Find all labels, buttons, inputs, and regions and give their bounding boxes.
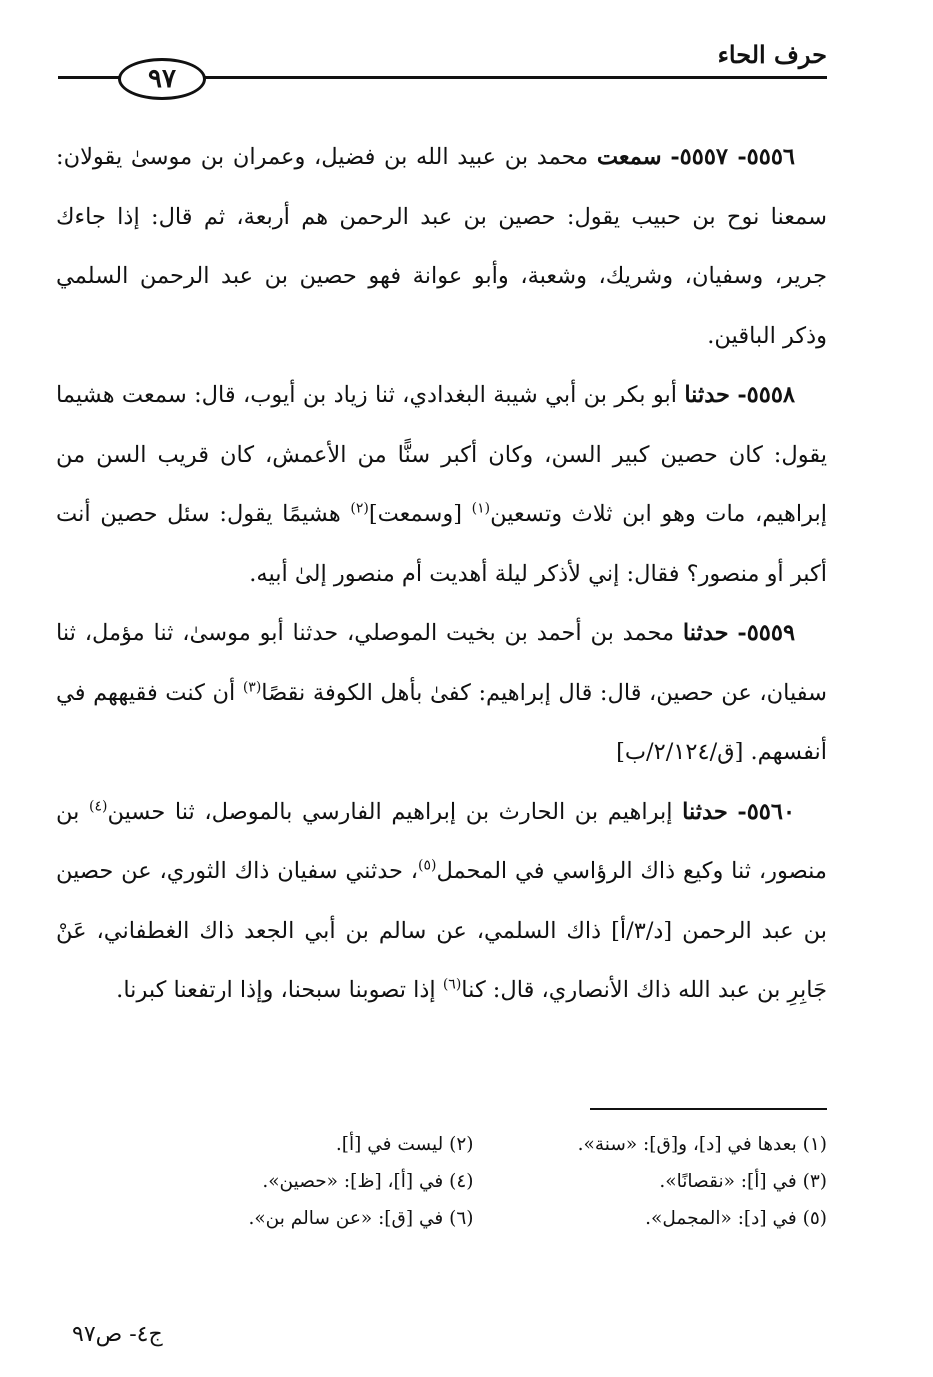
footnote-5: (٥) في [د]: «المجمل». (645, 1208, 827, 1229)
footnotes (150, 1126, 827, 1237)
entry-text: هشيمًا يقول: سئل حصين أنت أكبر أو منصور؟ فقال: إني لأذكر ليلة أهديت أم منصور إلىٰ أبيه. (56, 501, 827, 587)
running-header-title: حرف الحاء (717, 40, 827, 69)
entry-5559 (56, 604, 827, 783)
entry-lead-word: سمعت (596, 144, 662, 170)
entry-text: محمد بن عبيد الله بن فضيل، وعمران بن موسىٰ يقولان: سمعنا نوح بن حبيب يقول: حصين بن عبد الرحمن هم أربعة، ثم قال: إذا جاءك جرير، وسفيان، وشريك، وشعبة، وأبو عوانة فهو حصين بن عبد الرحمن السلمي وذكر الباقين. (56, 144, 827, 349)
entry-lead-word: حدثنا (684, 382, 730, 408)
entry-lead-word: حدثنا (682, 620, 729, 646)
footnote-2: (٢) ليست في [أ]. (335, 1134, 474, 1155)
entry-number: ٥٥٥٦- ٥٥٥٧- (670, 144, 796, 170)
entry-number: ٥٥٥٨- (737, 382, 795, 408)
entry-text: محمد بن أحمد بن بخيت الموصلي، حدثنا أبو موسىٰ، ثنا مؤمل، ثنا سفيان، عن حصين، قال: قال إبراهيم: كفىٰ بأهل الكوفة نقصًا (56, 620, 828, 706)
entry-text: أبو بكر بن أبي شيبة البغدادي، ثنا زياد بن أيوب، قال: سمعت هشيما يقول: كان حصين كبير السن، وكان أكبر سنًّا من الأعمش، كان قريب السن من إبراهيم، مات وهو ابن ثلاث وتسعين (56, 382, 828, 527)
entry-text: ، حدثني سفيان ذاك الثوري، عن حصين بن عبد الرحمن [د/٣/أ] ذاك السلمي، عن سالم بن أبي الجعد ذاك الغطفاني، عَنْ جَابِرِ بن عبد الله ذاك الأنصاري، قال: كنا (56, 858, 827, 1003)
entry-text: إذا تصوبنا سبحنا، وإذا ارتفعنا كبرنا. (116, 977, 436, 1003)
entry-5560 (56, 783, 827, 1021)
entry-text: بن منصور، ثنا وكيع ذاك الرؤاسي في المحمل (56, 798, 827, 884)
entry-text: أن كنت فقيههم في أنفسهم. [ق/٢/١٢٤/ب] (56, 679, 827, 765)
footnote-marker: (١) (471, 500, 491, 517)
footnote-1: (١) بعدها في [د]، و[ق]: «سنة». (577, 1134, 827, 1155)
volume-page-reference: ج٤- ص٩٧ (72, 1322, 163, 1347)
entry-text: إبراهيم بن الحارث بن إبراهيم الفارسي بالموصل، ثنا حسين (107, 798, 673, 825)
footnote-marker: (٤) (88, 798, 108, 814)
footnote-marker: (٢) (350, 500, 369, 517)
footnote-marker: (٦) (442, 976, 462, 993)
footnote-6: (٦) في [ق]: «عن سالم بن». (248, 1208, 474, 1229)
footnote-3: (٣) في [أ]: «نقصانًا». (659, 1171, 827, 1192)
entry-5558 (56, 366, 827, 604)
footnote-marker: (٣) (242, 679, 262, 695)
page-number: ٩٧ (148, 64, 176, 94)
footnote-marker: (٥) (418, 857, 437, 874)
entry-5556-5557 (56, 128, 827, 366)
footnote-4: (٤) في [أ]، [ظ]: «حصين». (262, 1171, 474, 1192)
entry-text: [وسمعت] (368, 501, 463, 527)
footnote-separator (590, 1108, 827, 1110)
entry-number: ٥٥٦٠- (737, 798, 796, 825)
page-number-badge (118, 58, 206, 100)
entry-lead-word: حدثنا (682, 798, 728, 825)
main-text (56, 128, 827, 1021)
entry-number: ٥٥٥٩- (737, 620, 796, 646)
